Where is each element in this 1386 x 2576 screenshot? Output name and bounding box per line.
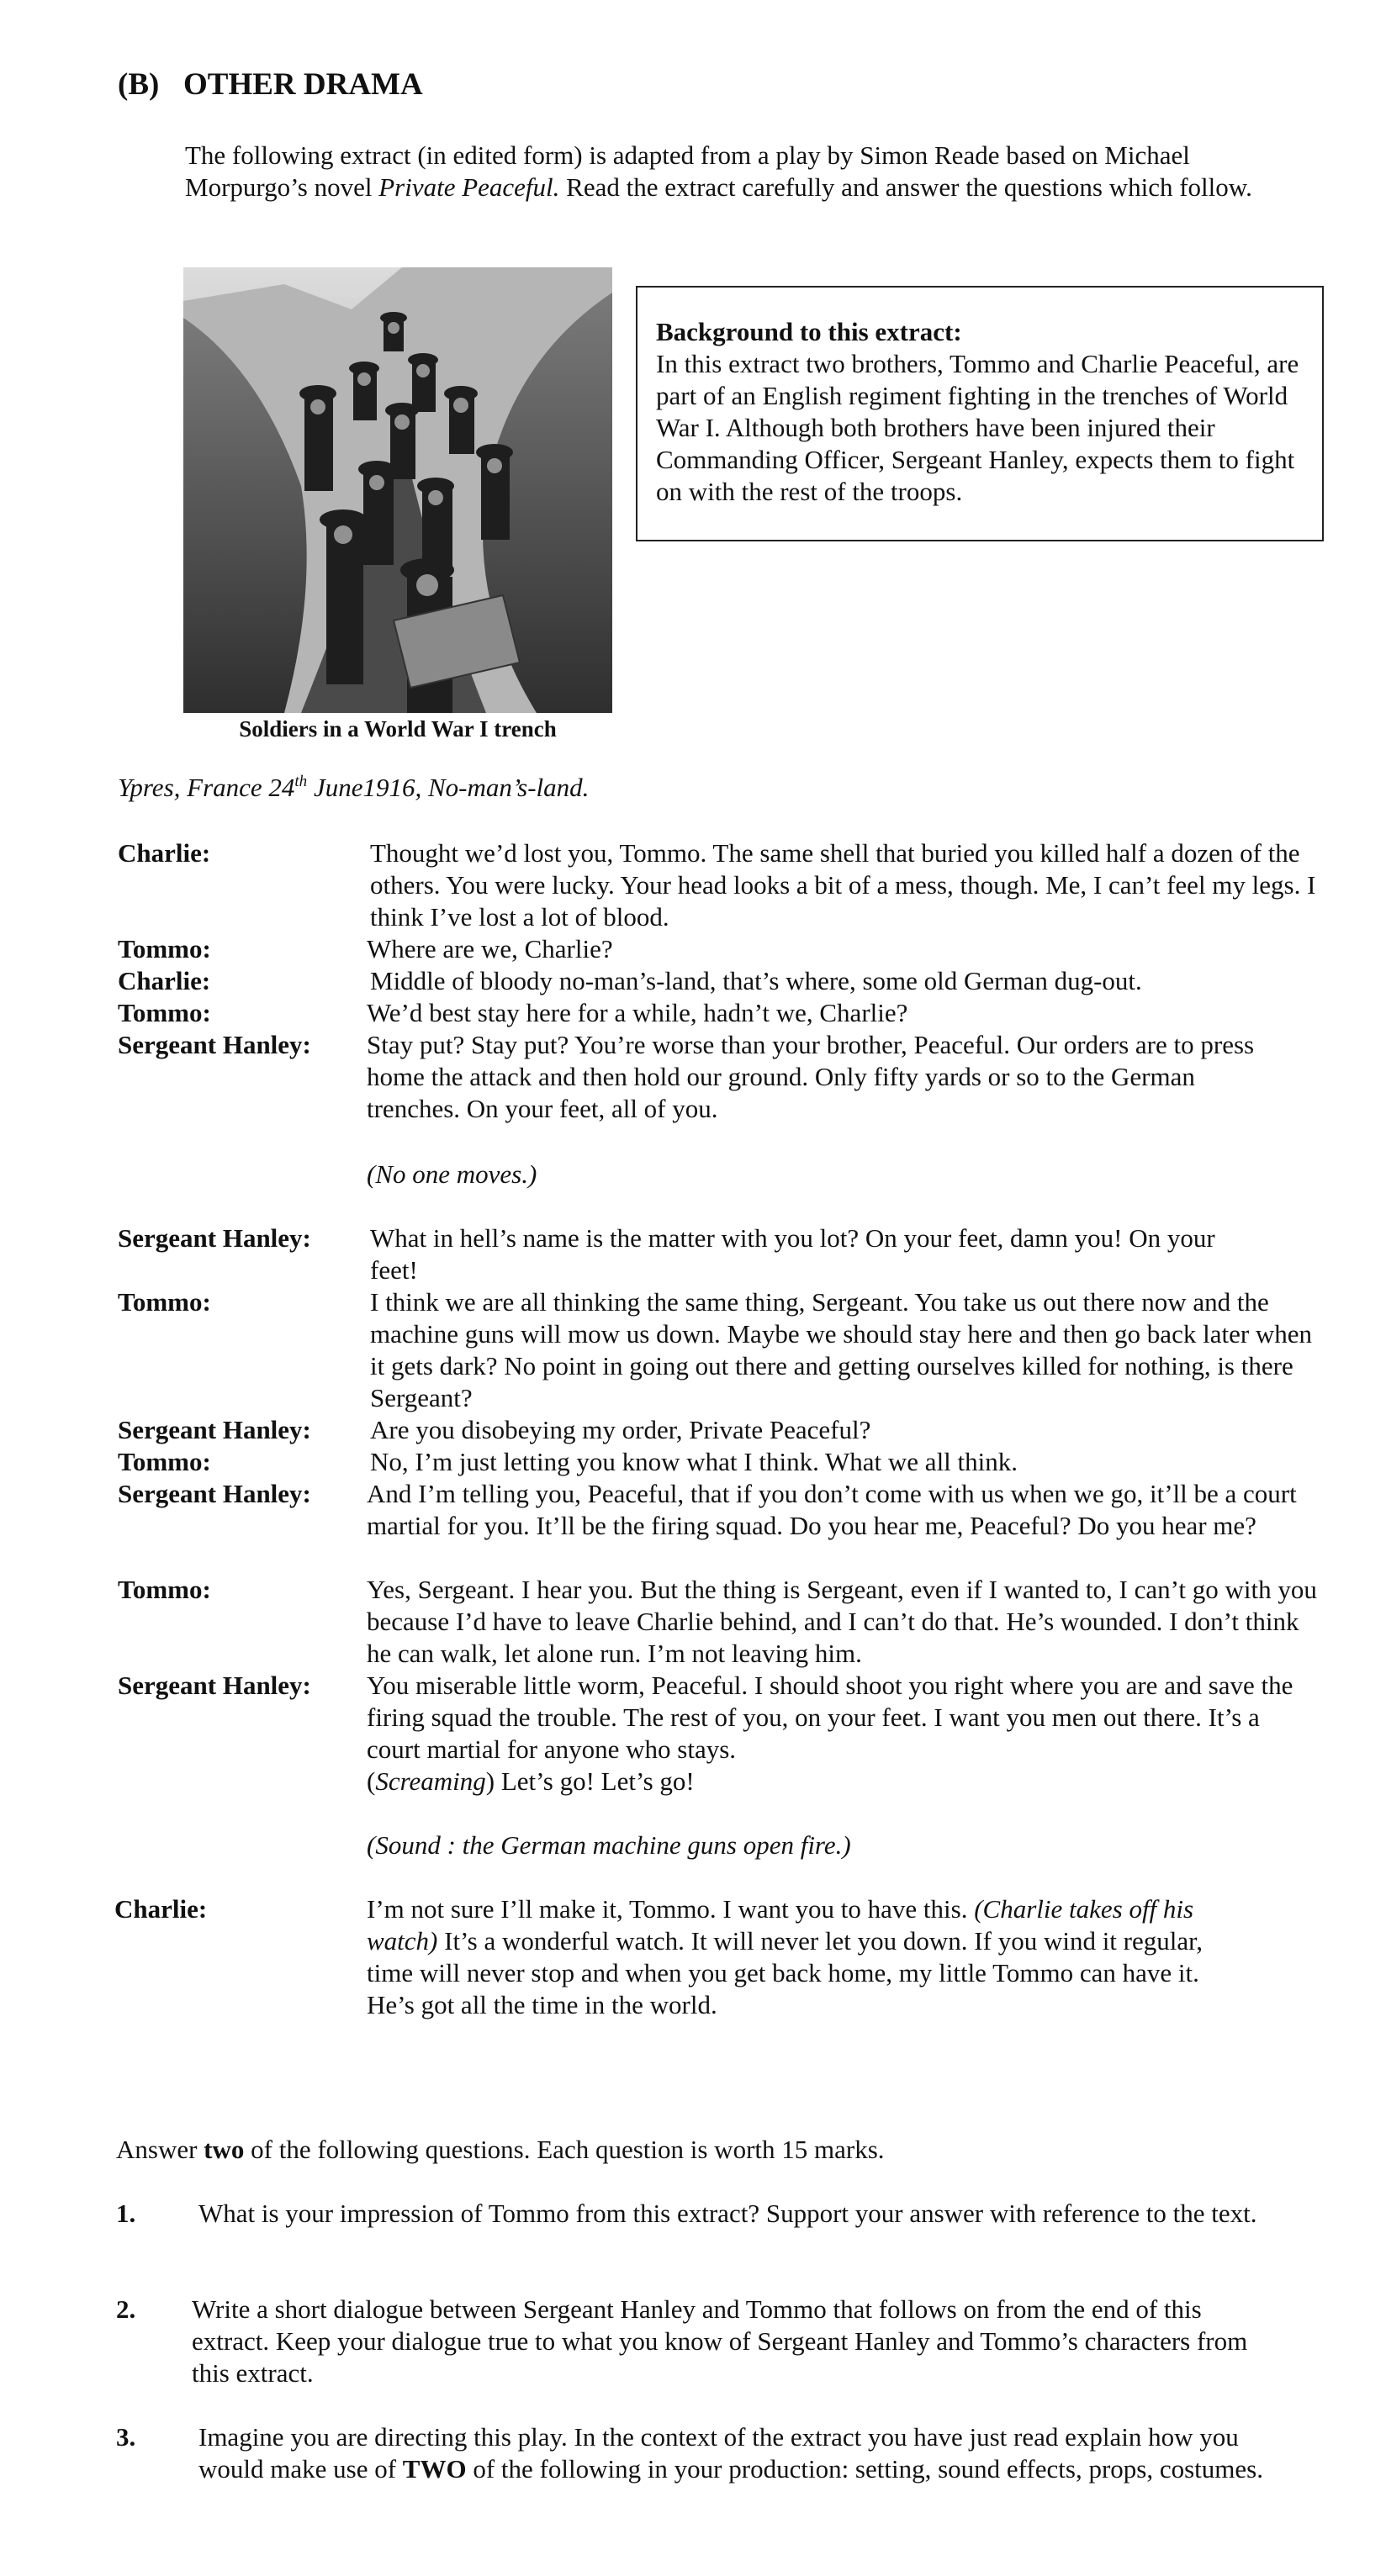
background-box <box>636 286 1324 541</box>
speaker-label: Sergeant Hanley: <box>118 1479 311 1508</box>
stage-direction: (Sound : the German machine guns open fire.) <box>367 1830 851 1860</box>
setting-place: Ypres, France 24 <box>118 773 295 802</box>
dialogue-line: Where are we, Charlie? <box>367 934 613 963</box>
paren-open: ( <box>367 1766 376 1796</box>
stage-direction: (No one moves.) <box>367 1159 537 1189</box>
speaker-label: Sergeant Hanley: <box>118 1671 311 1700</box>
section-label: (B) <box>118 67 160 102</box>
speaker-label: Tommo: <box>118 1287 211 1317</box>
qintro-c: of the following questions. Each question is worth 15 marks. <box>244 2135 885 2164</box>
speaker-label: Tommo: <box>118 934 211 963</box>
background-title: Background to this extract: <box>656 317 962 346</box>
dialogue-line <box>367 1766 1317 1797</box>
questions-intro <box>116 2134 885 2166</box>
speaker-label: Tommo: <box>118 998 211 1027</box>
question-text: Write a short dialogue between Sergeant Hanley and Tommo that follows on from the end of this extract. Keep your dialogue true to what you know of Sergeant Hanley and Tommo’s characters from this extract. <box>192 2294 1248 2388</box>
qintro-a: Answer <box>116 2135 204 2164</box>
intro-text: The following extract (in edited form) is adapted from a play by Simon Reade based on Michael Morpurgo’s novel <box>185 140 1190 202</box>
scene-setting <box>118 772 589 804</box>
intro-text-end: Read the extract carefully and answer the questions which follow. <box>559 172 1252 202</box>
dialogue-line: You miserable little worm, Peaceful. I should shoot you right where you are and save the firing squad the trouble. The rest of you, on your feet. I want you men out there. It’s a court martial for anyone who stays. <box>367 1671 1293 1764</box>
dialogue-line: I think we are all thinking the same thing, Sergeant. You take us out there now and the machine guns will mow us down. Maybe we should stay here and then go back later when it gets dark? No point in going out there and getting ourselves killed for nothing, is there Sergeant? <box>370 1287 1313 1412</box>
screaming-direction: Screaming <box>375 1766 486 1796</box>
speaker-label: Tommo: <box>118 1575 211 1604</box>
setting-rest: June1916, No-man’s-land. <box>307 773 590 802</box>
dialogue-line: Middle of bloody no-man’s-land, that’s where, some old German dug-out. <box>370 966 1142 995</box>
section-heading <box>118 66 423 104</box>
question-text: What is your impression of Tommo from this extract? Support your answer with reference to the text. <box>198 2199 1257 2228</box>
qintro-b: two <box>204 2135 245 2164</box>
speaker-label: Charlie: <box>118 966 211 995</box>
question-number: 1. <box>116 2199 136 2228</box>
q3-text-c: of the following in your production: setting, sound effects, props, costumes. <box>466 2454 1263 2484</box>
section-title: OTHER DRAMA <box>183 67 423 102</box>
speaker-label: Charlie: <box>114 1894 208 1924</box>
trench-soldiers-photo <box>183 267 612 713</box>
dialogue-line: Are you disobeying my order, Private Peaceful? <box>370 1415 871 1444</box>
dialogue-line: We’d best stay here for a while, hadn’t we, Charlie? <box>367 998 908 1027</box>
question-number: 3. <box>116 2422 136 2452</box>
question-number: 2. <box>116 2294 136 2324</box>
charlie-line-c: It’s a wonderful watch. It will never let you down. If you wind it regular, time will never stop and when you get back home, my little Tommo can have it. He’s got all the time in the world. <box>367 1926 1203 2019</box>
speaker-label: Sergeant Hanley: <box>118 1030 311 1059</box>
speaker-label: Sergeant Hanley: <box>118 1223 311 1253</box>
charlie-line-a: I’m not sure I’ll make it, Tommo. I want you to have this. <box>367 1894 975 1924</box>
novel-title: Private Peaceful. <box>378 172 560 202</box>
intro-paragraph <box>185 140 1304 203</box>
speaker-label: Sergeant Hanley: <box>118 1415 311 1444</box>
dialogue-line: No, I’m just letting you know what I think. What we all think. <box>370 1447 1018 1476</box>
dialogue-line: And I’m telling you, Peaceful, that if you don’t come with us when we go, it’ll be a court martial for you. It’ll be the firing squad. Do you hear me, Peaceful? Do you hear me? <box>367 1479 1297 1540</box>
dialogue-line: What in hell’s name is the matter with you lot? On your feet, damn you! On your feet! <box>370 1223 1215 1285</box>
photo-caption: Soldiers in a World War I trench <box>239 716 557 742</box>
speaker-label: Charlie: <box>118 838 211 868</box>
speaker-label: Tommo: <box>118 1447 211 1476</box>
setting-sup: th <box>294 773 308 790</box>
q3-text-b: TWO <box>402 2454 467 2484</box>
dialogue-line: Yes, Sergeant. I hear you. But the thing is Sergeant, even if I wanted to, I can’t go with you because I’d have to leave Charlie behind, and I can’t do that. He’s wounded. I don’t think he can walk, let alone run. I’m not leaving him. <box>367 1575 1317 1668</box>
background-text: In this extract two brothers, Tommo and Charlie Peaceful, are part of an English regiment fighting in the trenches of World War I. Although both brothers have been injured their Commanding Officer, Sergeant Hanley, expects them to fight on with the rest of the troops. <box>656 349 1299 506</box>
q3-text-a: Imagine you are directing this play. In the context of the extract you have just read explain how you would make use of <box>198 2422 1239 2484</box>
dialogue-line <box>367 1893 1250 2021</box>
question-text <box>198 2421 1292 2485</box>
dialogue-line: Thought we’d lost you, Tommo. The same shell that buried you killed half a dozen of the others. You were lucky. Your head looks a bit of a mess, though. Me, I can’t feel my legs. I think I’ve lost a lot of blood. <box>370 838 1316 932</box>
shout-text: ) Let’s go! Let’s go! <box>485 1766 695 1796</box>
dialogue-line: Stay put? Stay put? You’re worse than your brother, Peaceful. Our orders are to press home the attack and then hold our ground. Only fifty yards or so to the German trenches. On your feet, all of you. <box>367 1030 1255 1123</box>
charlie-direction: (Charlie takes off his watch) <box>367 1894 1194 1956</box>
